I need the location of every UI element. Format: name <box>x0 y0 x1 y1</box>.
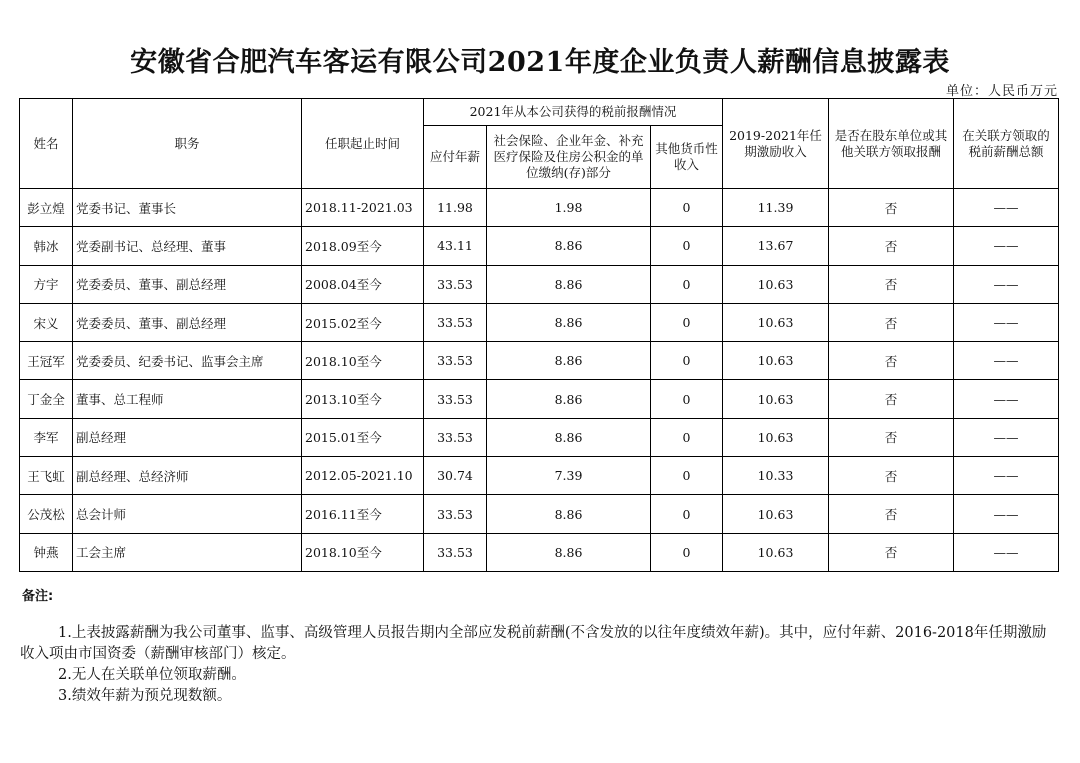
cell-other-income: 0 <box>651 303 723 341</box>
cell-position: 董事、总工程师 <box>73 380 302 418</box>
cell-annual-salary: 33.53 <box>424 533 487 571</box>
cell-incentive: 13.67 <box>723 227 829 265</box>
cell-tenure: 2018.09至今 <box>302 227 424 265</box>
cell-other-income: 0 <box>651 495 723 533</box>
cell-social-insurance: 8.86 <box>487 380 651 418</box>
cell-tenure: 2015.01至今 <box>302 418 424 456</box>
cell-tenure: 2013.10至今 <box>302 380 424 418</box>
table-row <box>20 457 1059 495</box>
cell-related-total: —— <box>954 189 1059 227</box>
cell-tenure: 2012.05-2021.10 <box>302 457 424 495</box>
cell-social-insurance: 8.86 <box>487 303 651 341</box>
cell-other-income: 0 <box>651 342 723 380</box>
header-annual-salary: 应付年薪 <box>424 126 487 189</box>
page-title: 安徽省合肥汽车客运有限公司2021年度企业负责人薪酬信息披露表 <box>130 47 950 78</box>
cell-annual-salary: 33.53 <box>424 265 487 303</box>
cell-shareholder-pay: 否 <box>829 189 954 227</box>
cell-shareholder-pay: 否 <box>829 495 954 533</box>
salary-table <box>19 98 1059 572</box>
cell-shareholder-pay: 否 <box>829 227 954 265</box>
cell-social-insurance: 1.98 <box>487 189 651 227</box>
cell-name: 彭立煌 <box>20 189 73 227</box>
cell-name: 王冠军 <box>20 342 73 380</box>
cell-tenure: 2008.04至今 <box>302 265 424 303</box>
table-body <box>20 189 1059 572</box>
unit-label: 单位：人民币万元 <box>945 84 1058 99</box>
cell-related-total: —— <box>954 533 1059 571</box>
cell-position: 副总经理 <box>73 418 302 456</box>
cell-annual-salary: 33.53 <box>424 380 487 418</box>
cell-shareholder-pay: 否 <box>829 265 954 303</box>
cell-shareholder-pay: 否 <box>829 418 954 456</box>
cell-position: 党委委员、董事、副总经理 <box>73 303 302 341</box>
header-related-total: 在关联方领取的税前薪酬总额 <box>954 99 1059 189</box>
cell-related-total: —— <box>954 418 1059 456</box>
notes-label: 备注: <box>22 589 54 604</box>
cell-social-insurance: 7.39 <box>487 457 651 495</box>
header-position: 职务 <box>73 99 302 189</box>
cell-incentive: 10.63 <box>723 380 829 418</box>
note-1: 1.上表披露薪酬为我公司董事、监事、高级管理人员报告期内全部应发税前薪酬(不含发放的以往年度绩效年薪)。其中，应付年薪、2016-2018年任期激励收入项由市国资委（薪酬审核部门）核定。 <box>20 625 1047 662</box>
header-other-income: 其他货币性收入 <box>651 126 723 189</box>
table-row <box>20 380 1059 418</box>
cell-incentive: 10.63 <box>723 418 829 456</box>
header-shareholder-pay: 是否在股东单位或其他关联方领取报酬 <box>829 99 954 189</box>
cell-position: 党委副书记、总经理、董事 <box>73 227 302 265</box>
cell-annual-salary: 33.53 <box>424 342 487 380</box>
cell-incentive: 10.63 <box>723 533 829 571</box>
cell-annual-salary: 30.74 <box>424 457 487 495</box>
cell-shareholder-pay: 否 <box>829 303 954 341</box>
cell-annual-salary: 43.11 <box>424 227 487 265</box>
cell-name: 韩冰 <box>20 227 73 265</box>
cell-related-total: —— <box>954 227 1059 265</box>
cell-other-income: 0 <box>651 457 723 495</box>
table-row <box>20 227 1059 265</box>
cell-name: 钟燕 <box>20 533 73 571</box>
cell-position: 党委书记、董事长 <box>73 189 302 227</box>
note-3: 3.绩效年薪为预兑现数额。 <box>58 688 232 704</box>
cell-shareholder-pay: 否 <box>829 533 954 571</box>
cell-related-total: —— <box>954 457 1059 495</box>
cell-tenure: 2018.11-2021.03 <box>302 189 424 227</box>
cell-position: 党委委员、董事、副总经理 <box>73 265 302 303</box>
cell-position: 副总经理、总经济师 <box>73 457 302 495</box>
cell-incentive: 10.63 <box>723 342 829 380</box>
header-name: 姓名 <box>20 99 73 189</box>
cell-social-insurance: 8.86 <box>487 342 651 380</box>
cell-related-total: —— <box>954 495 1059 533</box>
cell-tenure: 2018.10至今 <box>302 533 424 571</box>
cell-related-total: —— <box>954 303 1059 341</box>
cell-tenure: 2016.11至今 <box>302 495 424 533</box>
cell-other-income: 0 <box>651 265 723 303</box>
cell-other-income: 0 <box>651 533 723 571</box>
table-row <box>20 418 1059 456</box>
cell-name: 王飞虹 <box>20 457 73 495</box>
table-row <box>20 533 1059 571</box>
table-row <box>20 495 1059 533</box>
header-social-insurance: 社会保险、企业年金、补充医疗保险及住房公积金的单位缴纳(存)部分 <box>487 126 651 189</box>
cell-name: 李军 <box>20 418 73 456</box>
cell-social-insurance: 8.86 <box>487 265 651 303</box>
cell-incentive: 11.39 <box>723 189 829 227</box>
cell-other-income: 0 <box>651 189 723 227</box>
table-row <box>20 189 1059 227</box>
cell-annual-salary: 33.53 <box>424 418 487 456</box>
cell-position: 党委委员、纪委书记、监事会主席 <box>73 342 302 380</box>
cell-social-insurance: 8.86 <box>487 533 651 571</box>
header-compensation-group: 2021年从本公司获得的税前报酬情况 <box>424 99 723 126</box>
cell-position: 工会主席 <box>73 533 302 571</box>
cell-name: 方宇 <box>20 265 73 303</box>
cell-tenure: 2015.02至今 <box>302 303 424 341</box>
cell-annual-salary: 33.53 <box>424 495 487 533</box>
cell-other-income: 0 <box>651 418 723 456</box>
note-2: 2.无人在关联单位领取薪酬。 <box>58 667 246 683</box>
cell-incentive: 10.63 <box>723 265 829 303</box>
cell-position: 总会计师 <box>73 495 302 533</box>
cell-annual-salary: 11.98 <box>424 189 487 227</box>
notes <box>20 623 1060 707</box>
cell-related-total: —— <box>954 342 1059 380</box>
cell-name: 宋义 <box>20 303 73 341</box>
header-tenure: 任职起止时间 <box>302 99 424 189</box>
cell-related-total: —— <box>954 265 1059 303</box>
cell-related-total: —— <box>954 380 1059 418</box>
cell-name: 丁金全 <box>20 380 73 418</box>
table-row <box>20 342 1059 380</box>
cell-social-insurance: 8.86 <box>487 418 651 456</box>
cell-other-income: 0 <box>651 227 723 265</box>
cell-name: 公茂松 <box>20 495 73 533</box>
header-incentive: 2019-2021年任期激励收入 <box>723 99 829 189</box>
cell-tenure: 2018.10至今 <box>302 342 424 380</box>
cell-other-income: 0 <box>651 380 723 418</box>
table-row <box>20 265 1059 303</box>
cell-social-insurance: 8.86 <box>487 227 651 265</box>
cell-shareholder-pay: 否 <box>829 380 954 418</box>
table-row <box>20 303 1059 341</box>
cell-incentive: 10.63 <box>723 495 829 533</box>
cell-annual-salary: 33.53 <box>424 303 487 341</box>
cell-shareholder-pay: 否 <box>829 342 954 380</box>
cell-social-insurance: 8.86 <box>487 495 651 533</box>
cell-incentive: 10.33 <box>723 457 829 495</box>
cell-shareholder-pay: 否 <box>829 457 954 495</box>
cell-incentive: 10.63 <box>723 303 829 341</box>
